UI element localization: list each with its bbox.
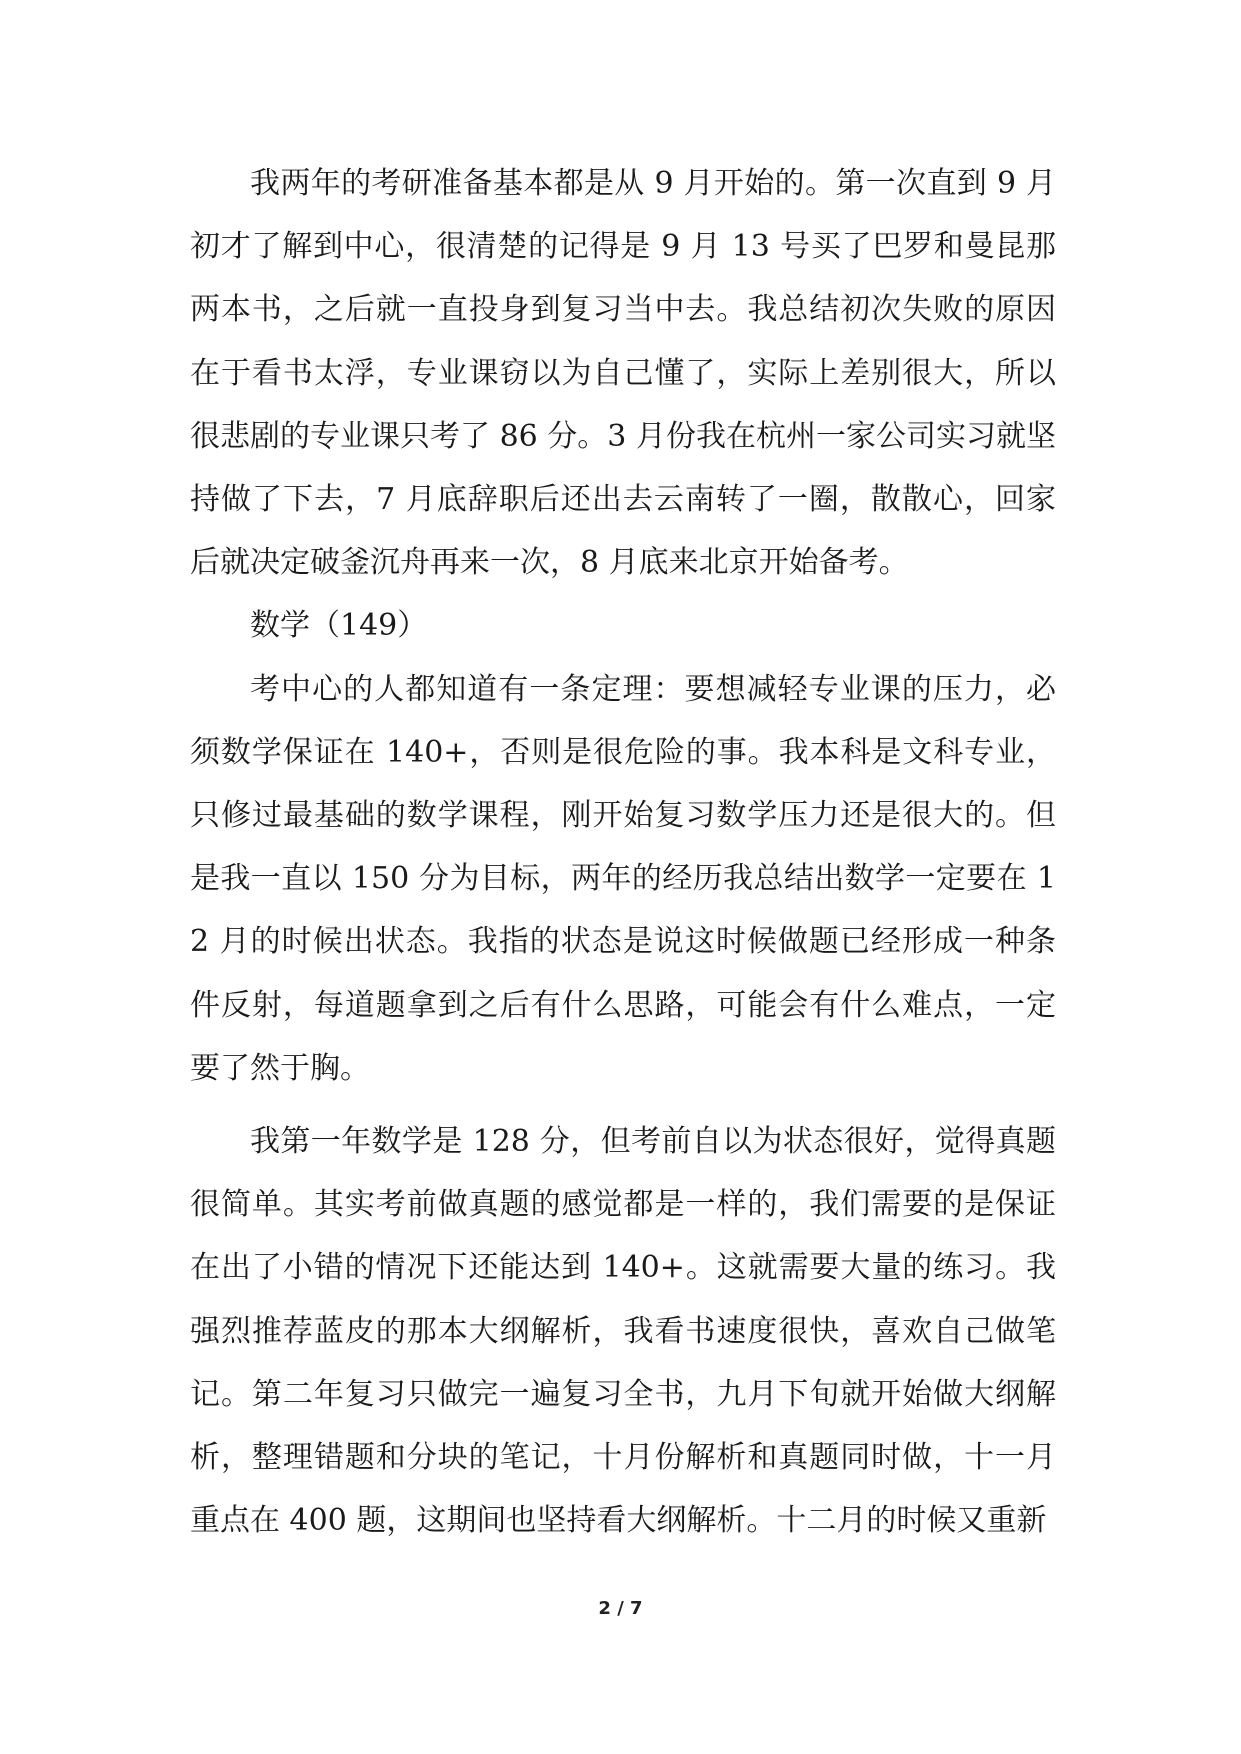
paragraph-math-goal: 考中心的人都知道有一条定理：要想减轻专业课的压力，必须数学保证在 140+，否则是很危险的事。我本科是文科专业，只修过最基础的数学课程，刚开始复习数学压力还是很大的。但是我一直以 150 分为目标，两年的经历我总结出数学一定要在 12 月的时候出状态。我指的状态是说这时候做题已经形成一种条件反射，每道题拿到之后有什么思路，可能会有什么难点，一定要了然于胸。	[190, 671, 1056, 1086]
document-body	[190, 152, 1056, 1552]
paragraph-preparation: 我两年的考研准备基本都是从 9 月开始的。第一次直到 9 月初才了解到中心，很清楚的记得是 9 月 13 号买了巴罗和曼昆那两本书，之后就一直投身到复习当中去。我总结初次失败的原因在于看书太浮，专业课窃以为自己懂了，实际上差别很大，所以很悲剧的专业课只考了 86 分。3 月份我在杭州一家公司实习就坚持做了下去，7 月底辞职后还出去云南转了一圈，散散心，回家后就决定破釜沉舟再来一次，8 月底来北京开始备考。	[190, 166, 1056, 581]
section-heading-math: 数学（149）	[250, 608, 428, 644]
page-number: 2 / 7	[598, 1598, 643, 1619]
paragraph-math-experience: 我第一年数学是 128 分，但考前自以为状态很好，觉得真题很简单。其实考前做真题的感觉都是一样的，我们需要的是保证在出了小错的情况下还能达到 140+。这就需要大量的练习。我强烈推荐蓝皮的那本大纲解析，我看书速度很快，喜欢自己做笔记。第二年复习只做完一遍复习全书，九月下旬就开始做大纲解析，整理错题和分块的笔记，十月份解析和真题同时做，十一月重点在 400 题，这期间也坚持看大纲解析。十二月的时候又重新	[190, 1124, 1056, 1539]
